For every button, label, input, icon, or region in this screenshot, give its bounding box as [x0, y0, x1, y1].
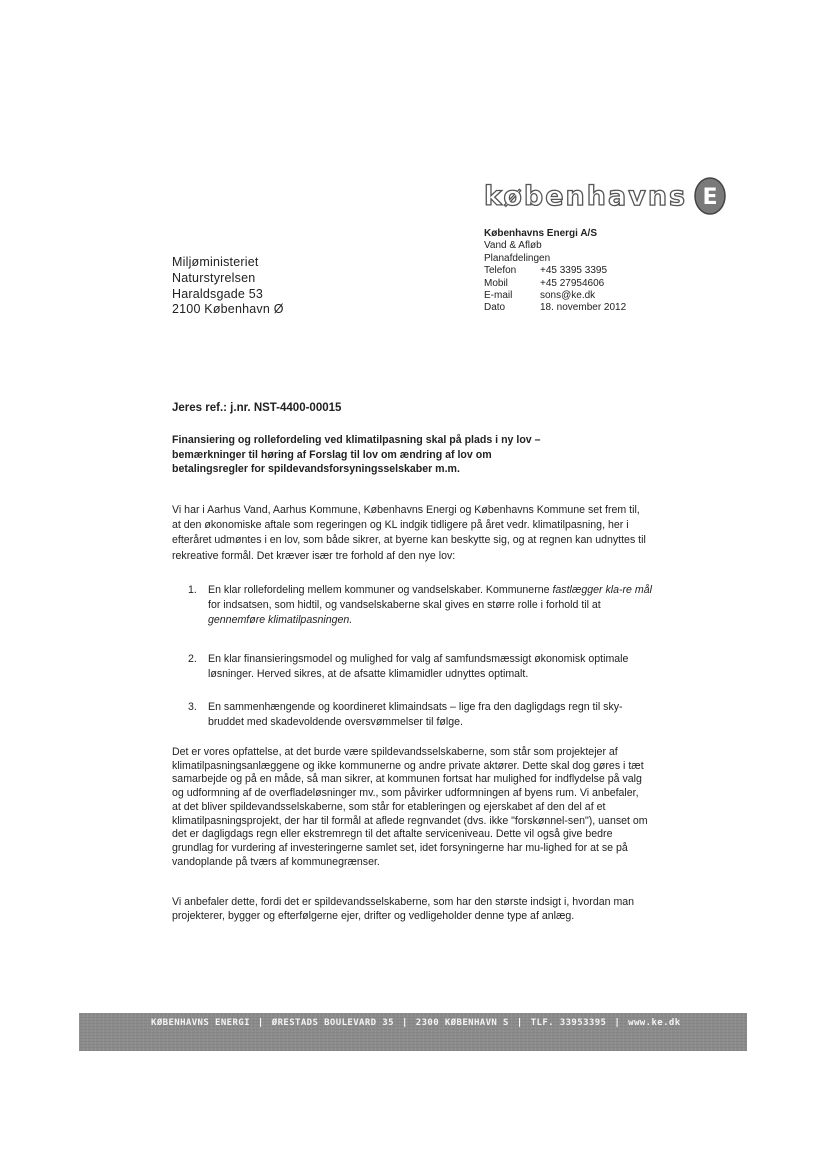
list-number: 2.: [188, 653, 197, 665]
reference-line: Jeres ref.: j.nr. NST-4400-00015: [172, 402, 342, 414]
sender-mobile-row: [484, 278, 626, 290]
list-number: 1.: [188, 584, 197, 596]
list-item: [188, 583, 654, 629]
emphasis: fastlægger kla-re mål: [552, 584, 652, 596]
footer-separator: |: [614, 1018, 621, 1028]
body-paragraph: Vi anbefaler dette, fordi det er spildevandsselskaberne, som har den største indsigt i, hvordan man projekterer, bygger og efterfølgerne ejer, drifter og vedligeholder denne type af anlæg.: [172, 896, 635, 922]
footer-street: ØRESTADS BOULEVARD 35: [271, 1018, 394, 1028]
date-label: Dato: [484, 302, 506, 314]
sender-phone-row: [484, 265, 626, 277]
footer-separator: |: [257, 1018, 264, 1028]
phone-label: Telefon: [484, 265, 517, 277]
list-number: 3.: [188, 701, 197, 713]
list-item: [188, 700, 654, 730]
recipient-line: 2100 København Ø: [172, 302, 284, 317]
footer-city: 2300 KØBENHAVN S: [415, 1018, 509, 1028]
date-value: 18. november 2012: [540, 302, 627, 314]
footer-separator: |: [401, 1018, 408, 1028]
list-text: En sammenhængende og koordineret klimaindsats – lige fra den dagligdags regn til sky-bruddet med skadevoldende oversvømmelser til følge.: [208, 701, 623, 729]
intro-paragraph: Vi har i Aarhus Vand, Aarhus Kommune, Københavns Energi og Københavns Kommune set frem til, at den økonomiske aftale som regeringen og KL indgik tidligere på året vedr. klimatilpasning, her i efteråret udmøntes i en lov, som både sikrer, at byerne kan beskytte sig, og at regnen kan udnyttes til rekreative formål. Det kræver især tre forhold af den nye lov:: [172, 504, 646, 562]
sender-email-row: [484, 290, 626, 302]
list-item: [188, 652, 654, 682]
footer-separator: |: [516, 1018, 523, 1028]
letter-subject: Finansiering og rollefordeling ved klimatilpasning skal på plads i ny lov – bemærkninger til høring af Forslag til lov om ændring af lov om betalingsregler for spildevandsforsyningsselskaber m.m.: [172, 434, 541, 476]
recipient-line: Haraldsgade 53: [172, 286, 264, 301]
footer-text: [151, 1018, 681, 1028]
footer-web: www.ke.dk: [628, 1018, 681, 1028]
footer-company: KØBENHAVNS ENERGI: [151, 1018, 250, 1028]
sender-date-row: [484, 302, 626, 314]
sender-block: [484, 228, 626, 315]
sender-dept: Vand & Afløb: [484, 240, 542, 252]
footer-band: [79, 1013, 747, 1051]
footer-phone: TLF. 33953395: [530, 1018, 607, 1028]
sender-subdept: Planafdelingen: [484, 252, 551, 264]
email-label: E-mail: [484, 290, 513, 302]
company-logo: [484, 176, 727, 216]
body-paragraph: Det er vores opfattelse, at det burde være spildevandsselskaberne, som står som projektejer af klimatilpasningsanlæggene og ikke kommunerne og andre private aktører. Dette skal dog gøres i tæt samarbejde og på en måde, så man sikrer, at kommunen fortsat har mulighed for indflydelse på valg og udformning af de overfladeløsninger mv., som påvirker udformningen af byens rum. Vi anbefaler, at det bliver spildevandsselskaberne, som står for etableringen og ejerskabet af den del af et klimatilpasningsprojekt, der har til formål at aflede regnvandet (dvs. ikke "forskønnel-sen"), uanset om det er dagligdags regn eller ekstremregn til det aftalte serviceniveau. Dette vil også give bedre grundlag for vurdering af investeringerne samlet set, idet forsyningerne har mu-lighed for at se på vandoplande på tværs af kommunegrænser.: [172, 746, 648, 868]
mobile-label: Mobil: [484, 277, 508, 289]
recipient-line: Naturstyrelsen: [172, 270, 256, 285]
logo-wordmark: københavns: [484, 180, 688, 212]
email-value: sons@ke.dk: [540, 290, 596, 302]
sender-org: Københavns Energi A/S: [484, 228, 597, 239]
emphasis: gennemføre klimatilpasningen.: [208, 614, 353, 627]
logo-badge-icon: [693, 176, 727, 216]
list-text: En klar finansieringsmodel og mulighed for valg af samfundsmæssigt økonomisk optimale løsninger. Herved sikres, at de afsatte klimamidler udnyttes optimalt.: [208, 653, 629, 681]
list-text: En klar rollefordeling mellem kommuner og vandselskaber. Kommunerne fastlægger kla-re mål for indsatsen, som hidtil, og vandselskaberne skal gives en større rolle i forhold til at gennemføre klimatilpasningen.: [208, 584, 652, 627]
recipient-address: [172, 255, 284, 318]
mobile-value: +45 27954606: [540, 277, 605, 289]
logo-badge-letter: E: [702, 185, 718, 210]
recipient-line: Miljøministeriet: [172, 255, 259, 269]
phone-value: +45 3395 3395: [540, 265, 608, 277]
